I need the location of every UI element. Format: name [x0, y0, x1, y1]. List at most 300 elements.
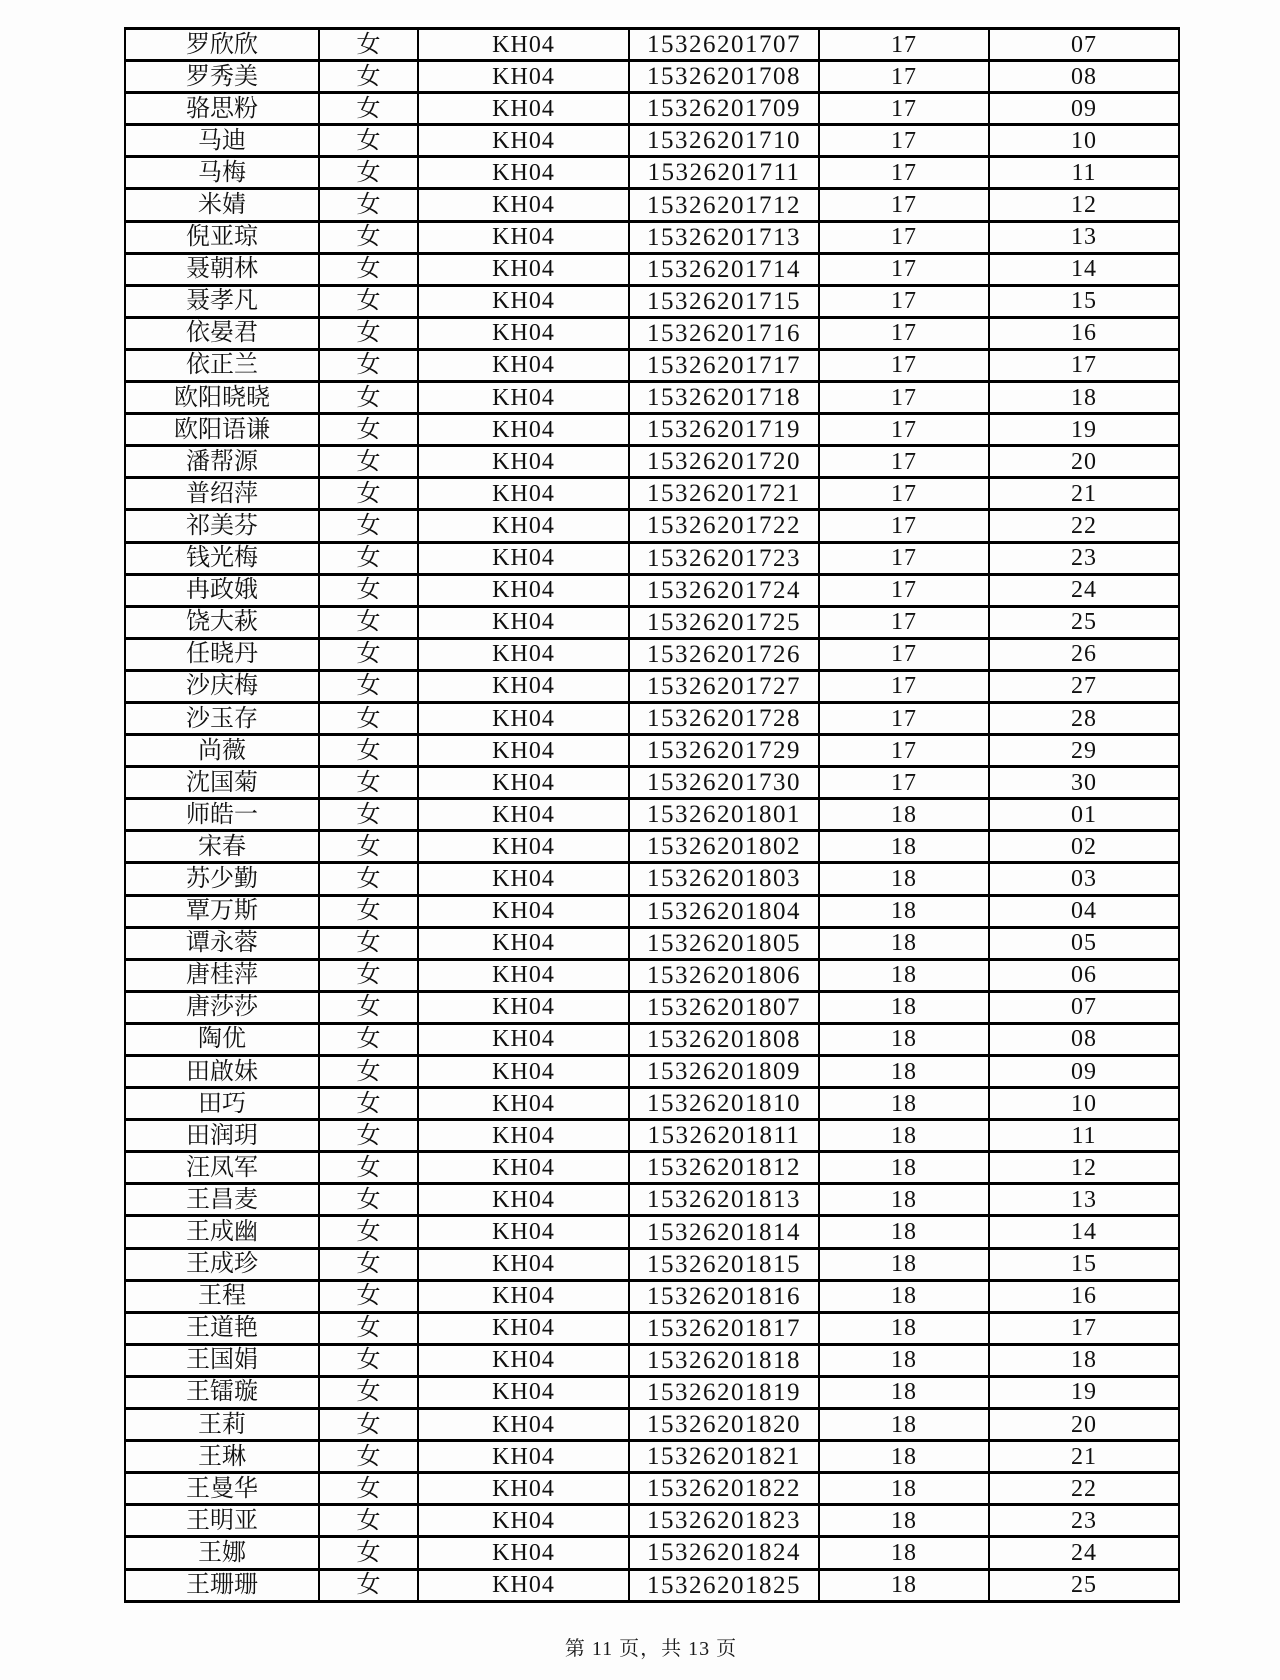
room-number-cell: 18 [819, 991, 989, 1023]
student-name-cell: 王昌麦 [125, 1184, 319, 1216]
seat-number-cell: 24 [989, 574, 1179, 606]
room-number-cell: 17 [819, 606, 989, 638]
room-number-cell: 18 [819, 1088, 989, 1120]
table-row [125, 349, 1179, 381]
site-code-cell: KH04 [418, 1537, 629, 1569]
student-name-cell: 马梅 [125, 157, 319, 189]
site-code-cell: KH04 [418, 895, 629, 927]
exam-number-cell: 15326201801 [629, 799, 819, 831]
room-number-cell: 18 [819, 1280, 989, 1312]
student-name-cell: 沈国菊 [125, 767, 319, 799]
exam-number-cell: 15326201707 [629, 29, 819, 61]
room-number-cell: 18 [819, 927, 989, 959]
site-code-cell: KH04 [418, 1344, 629, 1376]
gender-cell: 女 [319, 1056, 418, 1088]
gender-cell: 女 [319, 670, 418, 702]
seat-number-cell: 16 [989, 317, 1179, 349]
room-number-cell: 17 [819, 61, 989, 93]
exam-number-cell: 15326201821 [629, 1441, 819, 1473]
student-name-cell: 谭永蓉 [125, 927, 319, 959]
exam-number-cell: 15326201815 [629, 1248, 819, 1280]
seat-number-cell: 29 [989, 735, 1179, 767]
room-number-cell: 18 [819, 1473, 989, 1505]
table-row [125, 1023, 1179, 1055]
site-code-cell: KH04 [418, 1056, 629, 1088]
site-code-cell: KH04 [418, 349, 629, 381]
room-number-cell: 17 [819, 414, 989, 446]
seat-number-cell: 01 [989, 799, 1179, 831]
seat-number-cell: 17 [989, 1312, 1179, 1344]
seat-number-cell: 04 [989, 895, 1179, 927]
table-row [125, 1409, 1179, 1441]
seat-number-cell: 19 [989, 414, 1179, 446]
site-code-cell: KH04 [418, 414, 629, 446]
room-number-cell: 17 [819, 702, 989, 734]
student-name-cell: 钱光梅 [125, 542, 319, 574]
student-name-cell: 陶优 [125, 1023, 319, 1055]
table-row [125, 606, 1179, 638]
table-row [125, 1120, 1179, 1152]
room-number-cell: 18 [819, 1569, 989, 1601]
seat-number-cell: 10 [989, 125, 1179, 157]
student-name-cell: 欧阳语谦 [125, 414, 319, 446]
table-row [125, 574, 1179, 606]
gender-cell: 女 [319, 1344, 418, 1376]
student-name-cell: 依正兰 [125, 349, 319, 381]
exam-number-cell: 15326201809 [629, 1056, 819, 1088]
gender-cell: 女 [319, 1376, 418, 1408]
seat-number-cell: 17 [989, 349, 1179, 381]
exam-number-cell: 15326201728 [629, 702, 819, 734]
gender-cell: 女 [319, 317, 418, 349]
exam-number-cell: 15326201716 [629, 317, 819, 349]
exam-number-cell: 15326201712 [629, 189, 819, 221]
room-number-cell: 17 [819, 157, 989, 189]
site-code-cell: KH04 [418, 606, 629, 638]
student-name-cell: 田啟妹 [125, 1056, 319, 1088]
exam-number-cell: 15326201711 [629, 157, 819, 189]
seat-number-cell: 25 [989, 1569, 1179, 1601]
gender-cell: 女 [319, 1152, 418, 1184]
site-code-cell: KH04 [418, 510, 629, 542]
student-name-cell: 尚薇 [125, 735, 319, 767]
table-row [125, 446, 1179, 478]
roster-table [124, 27, 1180, 1603]
site-code-cell: KH04 [418, 478, 629, 510]
seat-number-cell: 07 [989, 991, 1179, 1023]
exam-number-cell: 15326201825 [629, 1569, 819, 1601]
page-indicator: 第 11 页，共 13 页 [564, 1638, 738, 1660]
site-code-cell: KH04 [418, 61, 629, 93]
site-code-cell: KH04 [418, 1280, 629, 1312]
gender-cell: 女 [319, 606, 418, 638]
student-name-cell: 王珊珊 [125, 1569, 319, 1601]
seat-number-cell: 19 [989, 1376, 1179, 1408]
site-code-cell: KH04 [418, 1473, 629, 1505]
table-row [125, 221, 1179, 253]
seat-number-cell: 08 [989, 1023, 1179, 1055]
exam-number-cell: 15326201729 [629, 735, 819, 767]
exam-number-cell: 15326201709 [629, 93, 819, 125]
site-code-cell: KH04 [418, 1152, 629, 1184]
table-row [125, 414, 1179, 446]
student-name-cell: 骆思粉 [125, 93, 319, 125]
exam-number-cell: 15326201819 [629, 1376, 819, 1408]
table-row [125, 895, 1179, 927]
site-code-cell: KH04 [418, 1569, 629, 1601]
table-row [125, 1312, 1179, 1344]
table-row [125, 253, 1179, 285]
student-name-cell: 冉政娥 [125, 574, 319, 606]
site-code-cell: KH04 [418, 927, 629, 959]
exam-number-cell: 15326201723 [629, 542, 819, 574]
student-name-cell: 王成珍 [125, 1248, 319, 1280]
exam-number-cell: 15326201820 [629, 1409, 819, 1441]
room-number-cell: 17 [819, 478, 989, 510]
exam-number-cell: 15326201803 [629, 863, 819, 895]
exam-number-cell: 15326201813 [629, 1184, 819, 1216]
table-row [125, 1088, 1179, 1120]
student-name-cell: 王国娟 [125, 1344, 319, 1376]
table-row [125, 1184, 1179, 1216]
room-number-cell: 18 [819, 1152, 989, 1184]
seat-number-cell: 18 [989, 1344, 1179, 1376]
gender-cell: 女 [319, 1441, 418, 1473]
seat-number-cell: 13 [989, 1184, 1179, 1216]
exam-number-cell: 15326201730 [629, 767, 819, 799]
exam-number-cell: 15326201802 [629, 831, 819, 863]
table-row [125, 125, 1179, 157]
exam-number-cell: 15326201726 [629, 638, 819, 670]
student-name-cell: 马迪 [125, 125, 319, 157]
gender-cell: 女 [319, 1088, 418, 1120]
room-number-cell: 18 [819, 1376, 989, 1408]
exam-number-cell: 15326201708 [629, 61, 819, 93]
gender-cell: 女 [319, 1409, 418, 1441]
exam-number-cell: 15326201816 [629, 1280, 819, 1312]
site-code-cell: KH04 [418, 735, 629, 767]
room-number-cell: 18 [819, 1537, 989, 1569]
table-row [125, 702, 1179, 734]
room-number-cell: 17 [819, 510, 989, 542]
student-name-cell: 王琳 [125, 1441, 319, 1473]
room-number-cell: 18 [819, 1248, 989, 1280]
seat-number-cell: 18 [989, 382, 1179, 414]
exam-number-cell: 15326201710 [629, 125, 819, 157]
room-number-cell: 18 [819, 1056, 989, 1088]
gender-cell: 女 [319, 253, 418, 285]
gender-cell: 女 [319, 542, 418, 574]
table-row [125, 767, 1179, 799]
student-name-cell: 王程 [125, 1280, 319, 1312]
exam-number-cell: 15326201807 [629, 991, 819, 1023]
student-name-cell: 王曼华 [125, 1473, 319, 1505]
room-number-cell: 17 [819, 317, 989, 349]
table-row [125, 157, 1179, 189]
table-row [125, 29, 1179, 61]
table-row [125, 1344, 1179, 1376]
site-code-cell: KH04 [418, 670, 629, 702]
room-number-cell: 17 [819, 253, 989, 285]
table-row [125, 959, 1179, 991]
exam-number-cell: 15326201823 [629, 1505, 819, 1537]
gender-cell: 女 [319, 895, 418, 927]
room-number-cell: 17 [819, 638, 989, 670]
table-row [125, 1248, 1179, 1280]
exam-number-cell: 15326201818 [629, 1344, 819, 1376]
room-number-cell: 17 [819, 574, 989, 606]
site-code-cell: KH04 [418, 863, 629, 895]
site-code-cell: KH04 [418, 702, 629, 734]
room-number-cell: 17 [819, 735, 989, 767]
gender-cell: 女 [319, 927, 418, 959]
gender-cell: 女 [319, 414, 418, 446]
seat-number-cell: 06 [989, 959, 1179, 991]
student-name-cell: 沙玉存 [125, 702, 319, 734]
exam-number-cell: 15326201822 [629, 1473, 819, 1505]
site-code-cell: KH04 [418, 157, 629, 189]
gender-cell: 女 [319, 1184, 418, 1216]
site-code-cell: KH04 [418, 1088, 629, 1120]
student-name-cell: 罗秀美 [125, 61, 319, 93]
table-row [125, 1505, 1179, 1537]
seat-number-cell: 05 [989, 927, 1179, 959]
site-code-cell: KH04 [418, 1441, 629, 1473]
exam-number-cell: 15326201812 [629, 1152, 819, 1184]
gender-cell: 女 [319, 29, 418, 61]
table-row [125, 927, 1179, 959]
site-code-cell: KH04 [418, 29, 629, 61]
student-name-cell: 沙庆梅 [125, 670, 319, 702]
site-code-cell: KH04 [418, 317, 629, 349]
gender-cell: 女 [319, 478, 418, 510]
room-number-cell: 17 [819, 93, 989, 125]
room-number-cell: 18 [819, 1120, 989, 1152]
room-number-cell: 18 [819, 1216, 989, 1248]
student-name-cell: 王娜 [125, 1537, 319, 1569]
table-row [125, 382, 1179, 414]
table-row [125, 831, 1179, 863]
site-code-cell: KH04 [418, 574, 629, 606]
exam-number-cell: 15326201724 [629, 574, 819, 606]
room-number-cell: 17 [819, 382, 989, 414]
student-name-cell: 普绍萍 [125, 478, 319, 510]
exam-number-cell: 15326201720 [629, 446, 819, 478]
student-name-cell: 倪亚琼 [125, 221, 319, 253]
seat-number-cell: 30 [989, 767, 1179, 799]
exam-number-cell: 15326201805 [629, 927, 819, 959]
room-number-cell: 17 [819, 125, 989, 157]
site-code-cell: KH04 [418, 542, 629, 574]
seat-number-cell: 07 [989, 29, 1179, 61]
gender-cell: 女 [319, 702, 418, 734]
site-code-cell: KH04 [418, 1120, 629, 1152]
table-row [125, 1376, 1179, 1408]
student-name-cell: 任晓丹 [125, 638, 319, 670]
seat-number-cell: 16 [989, 1280, 1179, 1312]
table-row [125, 1056, 1179, 1088]
gender-cell: 女 [319, 863, 418, 895]
seat-number-cell: 15 [989, 1248, 1179, 1280]
seat-number-cell: 21 [989, 1441, 1179, 1473]
site-code-cell: KH04 [418, 285, 629, 317]
student-name-cell: 覃万斯 [125, 895, 319, 927]
table-row [125, 638, 1179, 670]
gender-cell: 女 [319, 831, 418, 863]
gender-cell: 女 [319, 125, 418, 157]
exam-number-cell: 15326201817 [629, 1312, 819, 1344]
gender-cell: 女 [319, 1473, 418, 1505]
table-row [125, 478, 1179, 510]
room-number-cell: 17 [819, 285, 989, 317]
student-name-cell: 王道艳 [125, 1312, 319, 1344]
student-name-cell: 米婧 [125, 189, 319, 221]
seat-number-cell: 28 [989, 702, 1179, 734]
seat-number-cell: 23 [989, 542, 1179, 574]
gender-cell: 女 [319, 1248, 418, 1280]
seat-number-cell: 09 [989, 1056, 1179, 1088]
site-code-cell: KH04 [418, 1312, 629, 1344]
table-row [125, 1569, 1179, 1601]
gender-cell: 女 [319, 1280, 418, 1312]
exam-number-cell: 15326201806 [629, 959, 819, 991]
room-number-cell: 18 [819, 831, 989, 863]
table-row [125, 1537, 1179, 1569]
table-row [125, 1473, 1179, 1505]
site-code-cell: KH04 [418, 189, 629, 221]
student-name-cell: 王镭璇 [125, 1376, 319, 1408]
student-name-cell: 王成幽 [125, 1216, 319, 1248]
exam-number-cell: 15326201721 [629, 478, 819, 510]
room-number-cell: 17 [819, 349, 989, 381]
seat-number-cell: 11 [989, 1120, 1179, 1152]
student-name-cell: 田巧 [125, 1088, 319, 1120]
table-row [125, 285, 1179, 317]
site-code-cell: KH04 [418, 1184, 629, 1216]
gender-cell: 女 [319, 1216, 418, 1248]
student-name-cell: 田润玥 [125, 1120, 319, 1152]
site-code-cell: KH04 [418, 959, 629, 991]
room-number-cell: 17 [819, 767, 989, 799]
room-number-cell: 17 [819, 446, 989, 478]
seat-number-cell: 10 [989, 1088, 1179, 1120]
room-number-cell: 17 [819, 29, 989, 61]
exam-number-cell: 15326201722 [629, 510, 819, 542]
site-code-cell: KH04 [418, 991, 629, 1023]
table-row [125, 93, 1179, 125]
table-row [125, 1280, 1179, 1312]
student-name-cell: 汪凤军 [125, 1152, 319, 1184]
gender-cell: 女 [319, 189, 418, 221]
seat-number-cell: 11 [989, 157, 1179, 189]
gender-cell: 女 [319, 767, 418, 799]
gender-cell: 女 [319, 285, 418, 317]
student-name-cell: 聂孝凡 [125, 285, 319, 317]
student-name-cell: 聂朝林 [125, 253, 319, 285]
exam-number-cell: 15326201804 [629, 895, 819, 927]
table-row [125, 799, 1179, 831]
gender-cell: 女 [319, 510, 418, 542]
room-number-cell: 18 [819, 959, 989, 991]
table-row [125, 670, 1179, 702]
site-code-cell: KH04 [418, 1505, 629, 1537]
exam-number-cell: 15326201810 [629, 1088, 819, 1120]
gender-cell: 女 [319, 735, 418, 767]
seat-number-cell: 13 [989, 221, 1179, 253]
gender-cell: 女 [319, 799, 418, 831]
seat-number-cell: 22 [989, 1473, 1179, 1505]
gender-cell: 女 [319, 157, 418, 189]
exam-number-cell: 15326201808 [629, 1023, 819, 1055]
gender-cell: 女 [319, 1312, 418, 1344]
seat-number-cell: 02 [989, 831, 1179, 863]
site-code-cell: KH04 [418, 382, 629, 414]
roster-table-body [125, 29, 1179, 1602]
site-code-cell: KH04 [418, 1216, 629, 1248]
exam-number-cell: 15326201725 [629, 606, 819, 638]
room-number-cell: 18 [819, 1409, 989, 1441]
site-code-cell: KH04 [418, 1248, 629, 1280]
student-name-cell: 潘帮源 [125, 446, 319, 478]
student-name-cell: 欧阳晓晓 [125, 382, 319, 414]
room-number-cell: 17 [819, 670, 989, 702]
site-code-cell: KH04 [418, 125, 629, 157]
exam-number-cell: 15326201824 [629, 1537, 819, 1569]
exam-number-cell: 15326201727 [629, 670, 819, 702]
room-number-cell: 18 [819, 1344, 989, 1376]
site-code-cell: KH04 [418, 831, 629, 863]
room-number-cell: 18 [819, 863, 989, 895]
student-name-cell: 唐莎莎 [125, 991, 319, 1023]
site-code-cell: KH04 [418, 446, 629, 478]
seat-number-cell: 14 [989, 1216, 1179, 1248]
exam-number-cell: 15326201714 [629, 253, 819, 285]
gender-cell: 女 [319, 93, 418, 125]
seat-number-cell: 20 [989, 446, 1179, 478]
gender-cell: 女 [319, 1505, 418, 1537]
seat-number-cell: 12 [989, 1152, 1179, 1184]
gender-cell: 女 [319, 574, 418, 606]
seat-number-cell: 08 [989, 61, 1179, 93]
gender-cell: 女 [319, 638, 418, 670]
room-number-cell: 18 [819, 1312, 989, 1344]
student-name-cell: 唐桂萍 [125, 959, 319, 991]
page-footer [124, 1632, 1178, 1661]
room-number-cell: 18 [819, 895, 989, 927]
exam-number-cell: 15326201715 [629, 285, 819, 317]
exam-number-cell: 15326201717 [629, 349, 819, 381]
site-code-cell: KH04 [418, 93, 629, 125]
site-code-cell: KH04 [418, 1376, 629, 1408]
student-name-cell: 师皓一 [125, 799, 319, 831]
site-code-cell: KH04 [418, 253, 629, 285]
room-number-cell: 18 [819, 1184, 989, 1216]
exam-number-cell: 15326201719 [629, 414, 819, 446]
gender-cell: 女 [319, 61, 418, 93]
room-number-cell: 18 [819, 1441, 989, 1473]
seat-number-cell: 25 [989, 606, 1179, 638]
gender-cell: 女 [319, 1023, 418, 1055]
room-number-cell: 18 [819, 1023, 989, 1055]
exam-number-cell: 15326201814 [629, 1216, 819, 1248]
table-row [125, 735, 1179, 767]
table-row [125, 1152, 1179, 1184]
exam-number-cell: 15326201811 [629, 1120, 819, 1152]
gender-cell: 女 [319, 349, 418, 381]
table-row [125, 863, 1179, 895]
gender-cell: 女 [319, 1569, 418, 1601]
site-code-cell: KH04 [418, 799, 629, 831]
